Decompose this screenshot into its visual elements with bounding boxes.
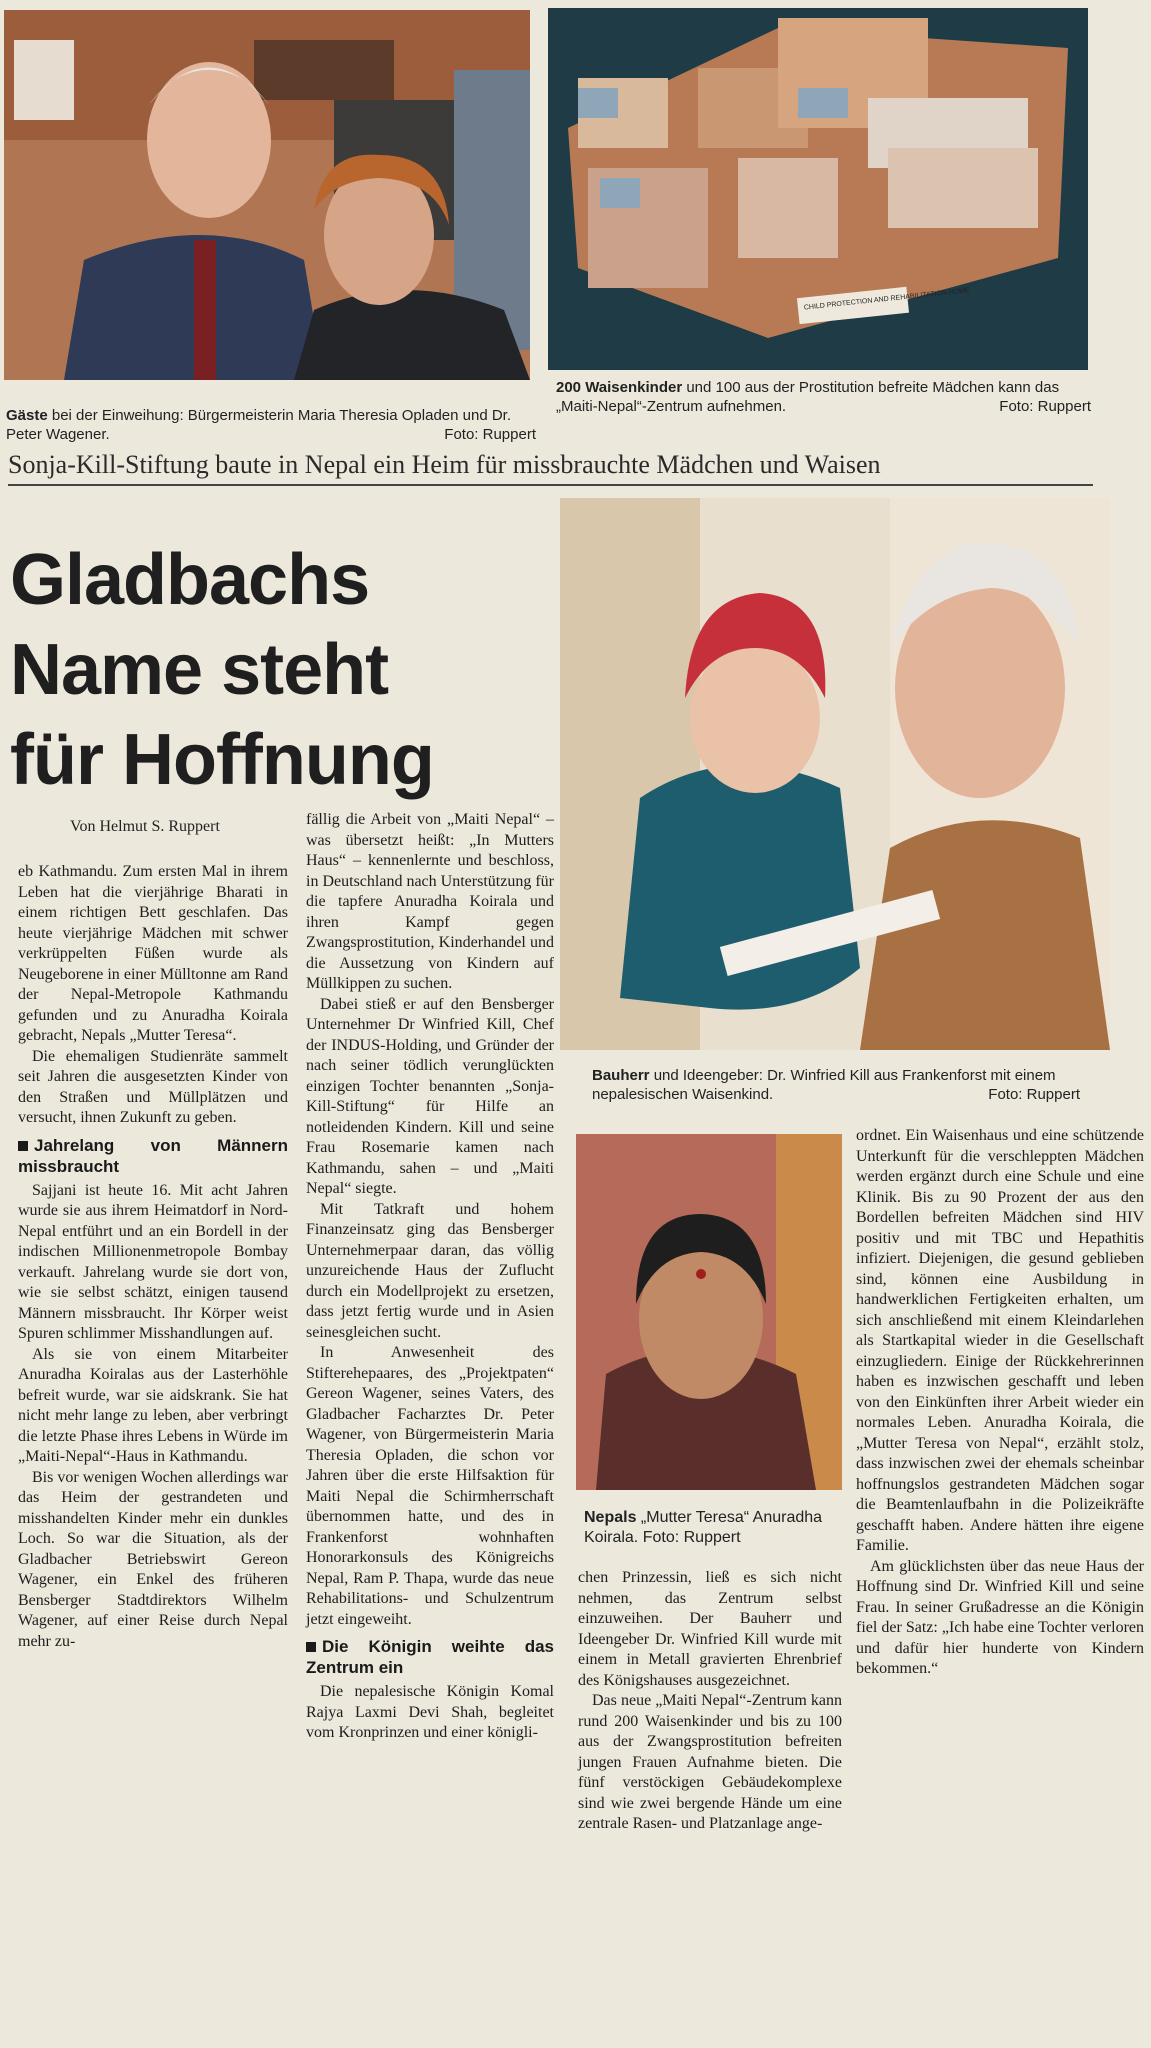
caption-guests-bold: Gäste — [6, 407, 48, 424]
caption-koirala-credit: Foto: Ruppert — [642, 1529, 741, 1546]
caption-kill-bold: Bauherr — [592, 1067, 650, 1084]
col1-paragraph-4: Als sie von einem Mitarbeiter Anuradha Koiralas aus der Lasterhöhle befreit wurde, war sie aidskrank. Sie hat nicht mehr lange zu leben, aber verbringt die letzte Phase ihres Lebens in Würde im „Maiti-Nepal“-Haus in Kathmandu. — [18, 1345, 288, 1465]
kicker-line: Sonja-Kill-Stiftung baute in Nepal ein Heim für missbrauchte Mädchen und Waisen — [8, 450, 1093, 486]
article-column-1 — [18, 862, 288, 1652]
caption-model-credit: Foto: Ruppert — [999, 398, 1091, 415]
col4-paragraph-2: Am glücklichsten über das neue Haus der Hoffnung sind Dr. Winfried Kill und seine Frau. In seiner Grußadresse an die Königin fiel der Satz: „Ich habe eine Tochter verloren und dafür hier hunderte von Kindern bekommen.“ — [856, 1557, 1144, 1677]
headline-line-3: für Hoffnung — [10, 720, 434, 800]
subheading-koenigin — [306, 1636, 554, 1678]
square-bullet-icon — [306, 1642, 316, 1652]
col2-paragraph-4: In Anwesenheit des Stifterehepaares, des „Projektpaten“ Gereon Wagener, seines Vaters, des Gladbacher Facharztes Dr. Peter Wagener, von Bürgermeisterin Maria Theresia Opladen, die schon vor Jahren über die erste Hilfsaktion für Maiti Nepal die Schirmherrschaft übernommen hatte, und des in Frankenforst wohnhaften Honorarkonsuls des Königreichs Nepal, Ram P. Thapa, wurde das neue Rehabilitations- und Schulzentrum jetzt eingeweiht. — [306, 1344, 554, 1628]
caption-model — [556, 378, 1091, 416]
caption-koirala-bold: Nepals — [584, 1509, 637, 1526]
subheading-missbraucht — [18, 1135, 288, 1177]
article-column-2 — [306, 810, 554, 1744]
caption-kill-credit: Foto: Ruppert — [988, 1086, 1080, 1103]
caption-koirala — [584, 1508, 846, 1548]
subheading-koenigin-text: Die Königin weihte das Zentrum ein — [306, 1637, 554, 1677]
col4-paragraph-1: ordnet. Ein Waisenhaus und eine schützende Unterkunft für die verschleppten Mädchen werden ergänzt durch eine Schule und eine Klinik. Bis zu 90 Prozent der aus den Bordellen befreiten Mädchen sind HIV positiv und mit TBC und Hepathitis infiziert. Diejenigen, die gesund geblieben sind, können eine Ausbildung in handwerklichen Fertigkeiten erhalten, um sich anschließend mit einem Kleindarlehen als Startkapital wieder in die Gesellschaft einzugliedern. Einige der Rückkehrerinnen haben es inzwischen geschafft und leben von den Einkünften ihrer Arbeit wieder ein normales Leben. Anuradha Koirala, die „Mutter Teresa von Nepal“, erzählt stolz, dass inzwischen zwei der ehemals scheinbar hoffnungslos gestrandeten Mädchen sogar die Beamtenlaufbahn in die Polizeikräfte geschafft haben. Andere hätten ihre eigene Familie. — [856, 1127, 1144, 1554]
square-bullet-icon — [18, 1141, 28, 1151]
col1-paragraph-3: Sajjani ist heute 16. Mit acht Jahren wurde sie aus ihrem Heimatdorf in Nord-Nepal entführt und an ein Bordell in der indischen Millionenmetropole Bombay verkauft. Jahrelang wurde sie dort von, wie sie selbst schätzt, einigen tausend Männern missbraucht. Ihr Körper weist Spuren schlimmer Misshandlungen auf. — [18, 1181, 288, 1342]
model-sign: CHILD PROTECTION AND REHABILITATION HOME — [803, 287, 971, 312]
caption-model-text: und 100 aus der Prostitution befreite Mädchen kann das „Maiti-Nepal“-Zentrum aufnehmen. — [556, 379, 1060, 415]
col2-paragraph-1: fällig die Arbeit von „Maiti Nepal“ – was übersetzt heißt: „In Mutters Haus“ – kennenlernte und beschloss, in Deutschland nach Unterstützung für die tapfere Anuradha Koirala und ihren Kampf gegen Zwangsprostitution, Kinderhandel und die Aussetzung von Kindern auf Müllkippen zu suchen. — [306, 811, 554, 992]
photo-guests — [4, 10, 530, 380]
subheading-missbraucht-text: Jahrelang von Männern missbraucht — [18, 1135, 288, 1176]
photo-architecture-model — [548, 8, 1088, 370]
photo-kill-with-child — [560, 498, 1110, 1050]
caption-model-bold: 200 Waisenkinder — [556, 379, 683, 396]
caption-guests-text: bei der Einweihung: Bürgermeisterin Maria Theresia Opladen und Dr. Peter Wagener. — [6, 407, 512, 443]
caption-koirala-text: „Mutter Teresa“ Anuradha Koirala. — [584, 1509, 823, 1546]
caption-kill — [592, 1066, 1080, 1104]
col3-paragraph-1: chen Prinzessin, ließ es sich nicht nehmen, das Zentrum selbst einzuweihen. Der Bauherr und Ideengeber Dr. Winfried Kill wurde mit einem in Metall gravierten Ehrenbrief des Königshauses ausgezeichnet. — [578, 1569, 842, 1689]
byline: Von Helmut S. Ruppert — [70, 818, 220, 835]
headline — [10, 535, 570, 805]
col1-paragraph-5: Bis vor wenigen Wochen allerdings war das Heim der gestrandeten und misshandelten Kinder mehr ein dunkles Loch. So war die Situation, als der Gladbacher Betriebswirt Gereon Wagener, ein Enkel des früheren Bensberger Stadtdirektors Wilhelm Wagener, auf einer Reise durch Nepal mehr zu- — [18, 1468, 288, 1650]
col1-paragraph-1: eb Kathmandu. Zum ersten Mal in ihrem Leben hat die vierjährige Bharati in einem richtigen Bett geschlafen. Das heute vierjährige Mädchen mit schwer verkrüppelten Füßen wurde als Neugeborene in einer Mülltonne am Rand der Nepal-Metropole Kathmandu gefunden und zu Anuradha Koirala gebracht, Nepals „Mutter Teresa“. — [18, 863, 288, 1044]
col2-paragraph-3: Mit Tatkraft und hohem Finanzeinsatz ging das Bensberger Unternehmerpaar daran, das völlig unzureichende Haus der Zuflucht durch ein Modellprojekt zu ersetzen, dass jetzt fertig wurde und in Asien seinesgleichen sucht. — [306, 1200, 554, 1341]
headline-line-1: Gladbachs — [10, 540, 370, 620]
col3-paragraph-2: Das neue „Maiti Nepal“-Zentrum kann rund 200 Waisenkinder und bis zu 100 aus der Zwangsprostitution befreiten jungen Frauen Aufnahme bieten. Die fünf verstöckigen Gebäudekomplexe sind wie zwei bergende Hände um eine zentrale Rasen- und Platzanlage ange- — [578, 1692, 842, 1832]
caption-guests — [6, 406, 536, 444]
article-column-3 — [578, 1568, 842, 1835]
caption-kill-text: und Ideengeber: Dr. Winfried Kill aus Frankenforst mit einem nepalesischen Waisenkind. — [592, 1067, 1056, 1103]
photo-anuradha-koirala — [576, 1134, 842, 1490]
caption-guests-credit: Foto: Ruppert — [444, 426, 536, 443]
col2-paragraph-2: Dabei stieß er auf den Bensberger Unternehmer Dr Winfried Kill, Chef der INDUS-Holding, und Gründer der nach seiner tödlich verunglückten einzigen Tochter benannten „Sonja-Kill-Stiftung“ für Hilfe an notleidenden Kindern. Kill und seine Frau Rosemarie kamen nach Kathmandu, sahen – und „Maiti Nepal“ siegte. — [306, 995, 554, 1197]
article-column-4 — [856, 1126, 1144, 1680]
col1-paragraph-2: Die ehemaligen Studienräte sammelt seit Jahren die ausgesetzten Kinder von den Straßen und Müllplätzen und versucht, ihnen Zukunft zu geben. — [18, 1047, 288, 1126]
headline-line-2: Name steht — [10, 630, 389, 710]
col2-paragraph-5: Die nepalesische Königin Komal Rajya Laxmi Devi Shah, begleitet vom Kronprinzen und einer königli- — [306, 1683, 554, 1741]
